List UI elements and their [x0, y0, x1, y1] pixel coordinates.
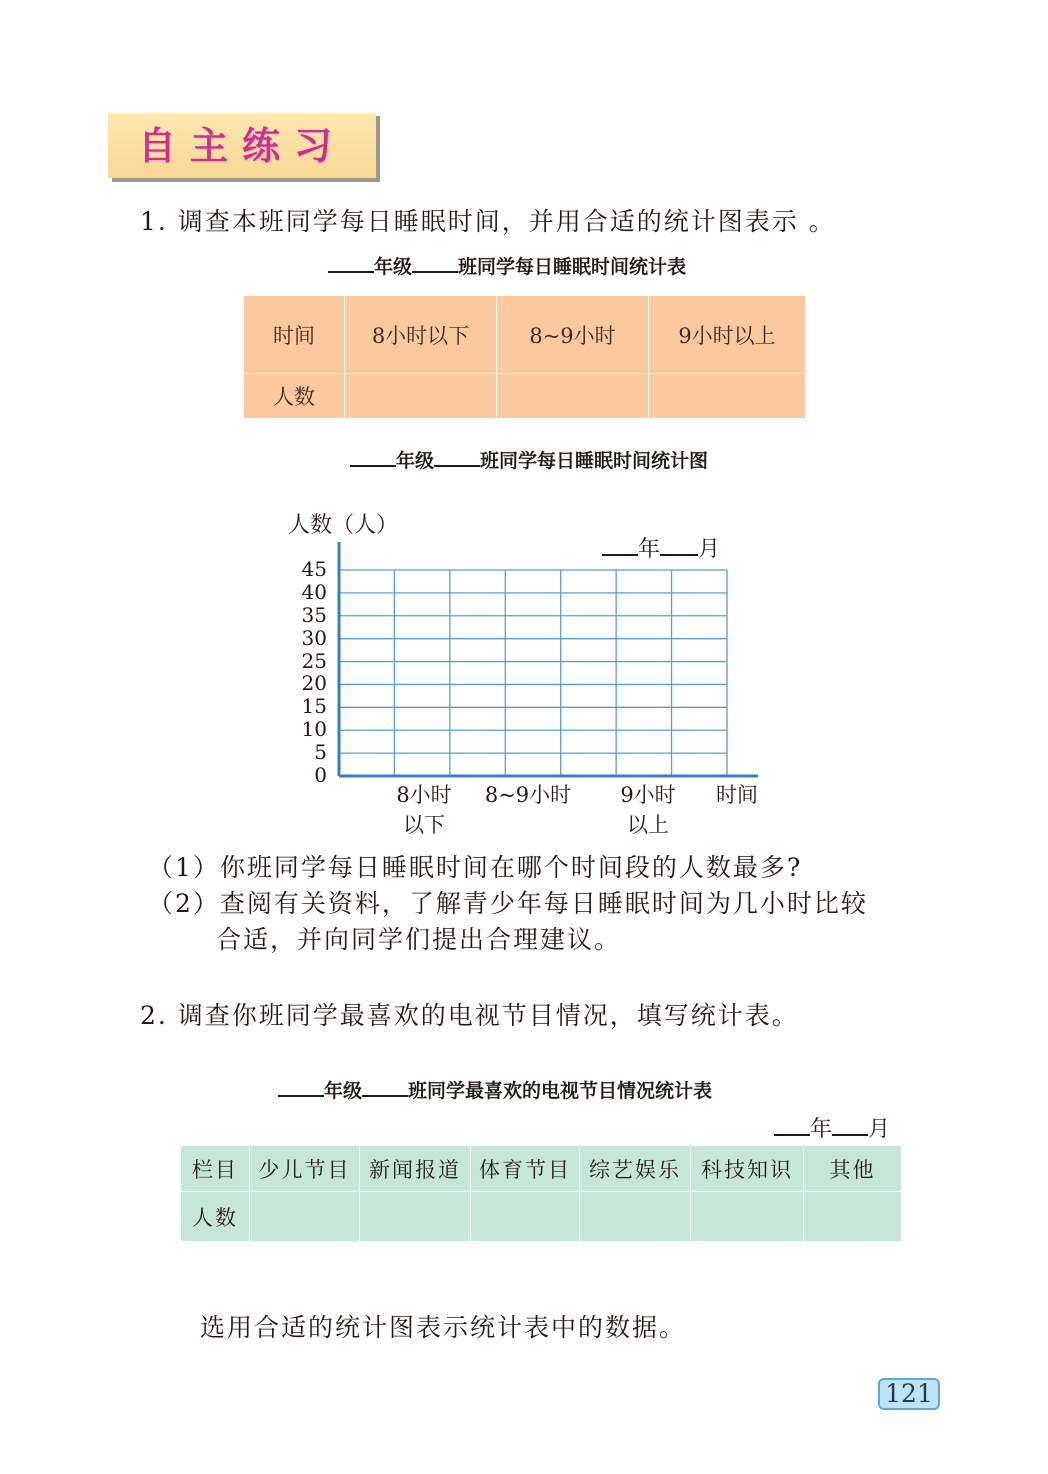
y-tick-label: 40 — [301, 579, 327, 604]
y-tick-label: 20 — [301, 671, 327, 696]
header-cell: 时间 — [244, 296, 345, 374]
page-number: 121 — [878, 1378, 940, 1410]
row-label: 人数 — [181, 1192, 250, 1242]
x-label-8-9: 8~9小时 — [484, 783, 572, 807]
header-cell: 9小时以上 — [649, 296, 806, 374]
instruction: 选用合适的统计图表示统计表中的数据。 — [200, 1313, 687, 1342]
y-tick-label: 10 — [301, 717, 327, 742]
y-tick-label: 30 — [301, 625, 327, 650]
table2-caption: 年级 班同学最喜欢的电视节目情况统计表 — [278, 1076, 712, 1103]
blank-cell[interactable] — [804, 1192, 902, 1242]
header-cell: 科技知识 — [691, 1146, 804, 1192]
section-title: 自主练习 — [137, 124, 346, 168]
tv-program-table — [180, 1145, 902, 1242]
blank-cell[interactable] — [360, 1192, 471, 1242]
header-cell: 新闻报道 — [360, 1146, 471, 1192]
blank-cell[interactable] — [471, 1192, 580, 1242]
header-cell: 少儿节目 — [250, 1146, 360, 1192]
header-cell: 栏目 — [181, 1146, 250, 1192]
y-axis-label: 人数（人） — [288, 513, 399, 538]
x-axis-label: 时间 — [716, 783, 758, 807]
chart-date: 年 月 — [602, 532, 720, 563]
chart-caption: 年级 班同学每日睡眠时间统计图 — [350, 446, 708, 473]
y-tick-label: 5 — [314, 740, 327, 765]
y-tick-label: 25 — [301, 648, 327, 673]
question-2: 2. 调查你班同学最喜欢的电视节目情况，填写统计表。 — [140, 1001, 799, 1030]
row-label: 人数 — [244, 374, 345, 419]
sub-question-2: （2）查阅有关资料，了解青少年每日睡眠时间为几小时比较 — [148, 889, 868, 918]
header-cell: 其他 — [804, 1146, 902, 1192]
x-label-under-8: 8小时 以下 — [396, 783, 452, 837]
y-tick-label: 45 — [301, 557, 327, 581]
y-tick-label: 0 — [314, 763, 327, 787]
header-cell: 8小时以下 — [345, 296, 497, 374]
blank-cell[interactable] — [250, 1192, 360, 1242]
blank-cell[interactable] — [580, 1192, 691, 1242]
y-tick-label: 35 — [301, 602, 327, 627]
header-cell: 8~9小时 — [497, 296, 649, 374]
header-cell: 体育节目 — [471, 1146, 580, 1192]
question-1: 1. 调查本班同学每日睡眠时间，并用合适的统计图表示 。 — [140, 207, 836, 236]
sub-question-1: （1）你班同学每日睡眠时间在哪个时间段的人数最多? — [148, 853, 803, 882]
table1-caption: 年级 班同学每日睡眠时间统计表 — [328, 252, 686, 279]
y-tick-label: 15 — [301, 694, 327, 719]
header-cell: 综艺娱乐 — [580, 1146, 691, 1192]
x-label-over-9: 9小时 以上 — [620, 783, 676, 837]
blank-cell[interactable] — [691, 1192, 804, 1242]
table2-date: 年 月 — [774, 1112, 890, 1143]
sub-question-2-cont: 合适，并向同学们提出合理建议。 — [216, 925, 622, 954]
